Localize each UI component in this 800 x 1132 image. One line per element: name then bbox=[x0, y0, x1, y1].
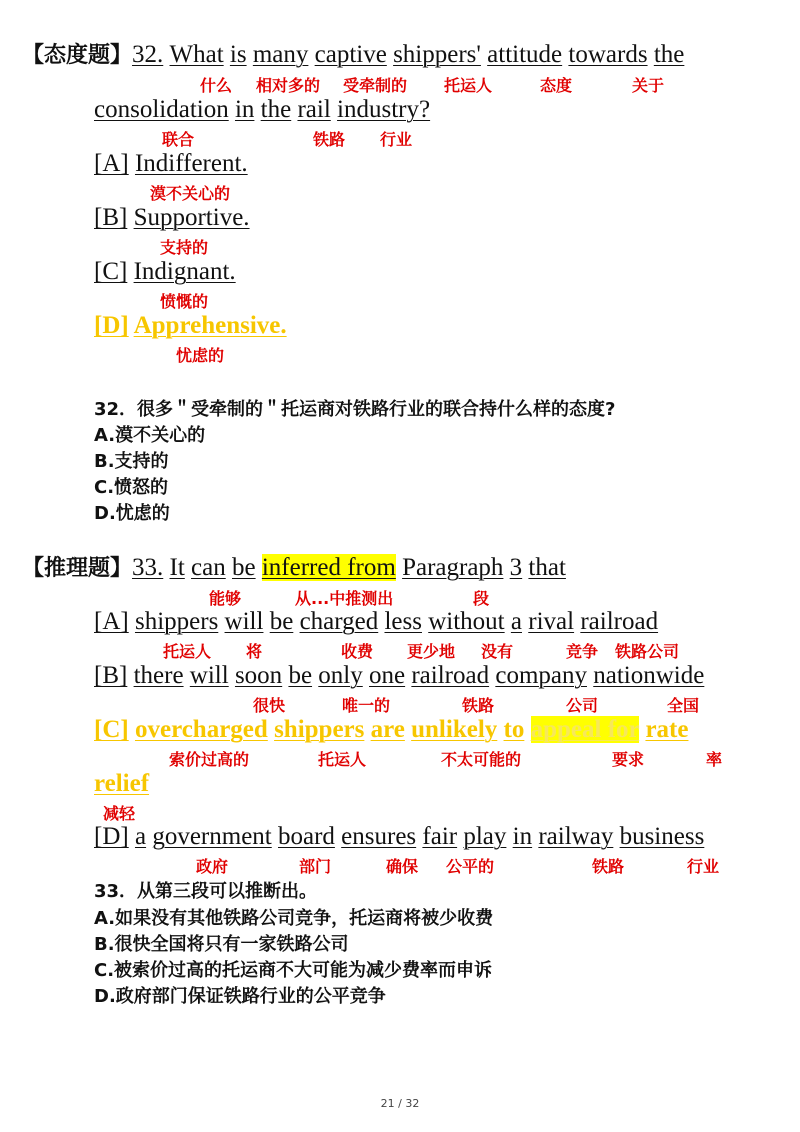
word: What bbox=[169, 41, 224, 68]
word: charged bbox=[299, 608, 379, 635]
word: are bbox=[370, 716, 405, 743]
word: shippers bbox=[134, 608, 219, 635]
word: in bbox=[512, 823, 533, 850]
gloss: 行业 bbox=[687, 857, 720, 876]
highlighted-phrase: appeal for bbox=[530, 716, 640, 743]
word: Paragraph bbox=[402, 554, 504, 581]
gloss: 愤慨的 bbox=[160, 292, 209, 311]
gloss: 关于 bbox=[632, 76, 665, 95]
option-label: [B] bbox=[94, 204, 128, 231]
word: unlikely bbox=[411, 716, 498, 743]
word: railway bbox=[538, 823, 614, 850]
option-label: [A] bbox=[94, 608, 129, 635]
translation-question-33: 33．从第三段可以推断出。 bbox=[94, 881, 318, 902]
word: captive bbox=[314, 41, 387, 68]
word: overcharged bbox=[134, 716, 268, 743]
word: business bbox=[619, 823, 705, 850]
word: the bbox=[653, 41, 685, 68]
word: is bbox=[229, 41, 247, 68]
question-number: 32. bbox=[132, 41, 164, 68]
option-32-c bbox=[94, 257, 236, 287]
word: railroad bbox=[411, 662, 490, 689]
word: be bbox=[269, 608, 294, 635]
gloss: 唯一的 bbox=[342, 696, 391, 715]
word: rail bbox=[297, 96, 331, 123]
gloss: 率 bbox=[706, 750, 723, 769]
word: shippers' bbox=[393, 41, 481, 68]
gloss: 政府 bbox=[196, 857, 229, 876]
gloss: 不太可能的 bbox=[441, 750, 522, 769]
option-label: [A] bbox=[94, 150, 129, 177]
translation-option: B.支持的 bbox=[94, 451, 169, 472]
translation-option: C.愤怒的 bbox=[94, 477, 169, 498]
translation-question-32: 32．很多＂受牵制的＂托运商对铁路行业的联合持什么样的态度? bbox=[94, 399, 616, 420]
word: only bbox=[318, 662, 363, 689]
option-33-d bbox=[94, 822, 704, 852]
gloss: 索价过高的 bbox=[169, 750, 250, 769]
option-label: [B] bbox=[94, 662, 128, 689]
word: one bbox=[369, 662, 406, 689]
question-type-tag: 【态度题】 bbox=[22, 43, 133, 68]
page-number: 21 / 32 bbox=[380, 1097, 420, 1110]
gloss: 从...中推测出 bbox=[295, 589, 394, 608]
word: consolidation bbox=[94, 96, 229, 123]
word: soon bbox=[234, 662, 283, 689]
gloss: 铁路 bbox=[462, 696, 495, 715]
word: be bbox=[288, 662, 313, 689]
gloss: 要求 bbox=[612, 750, 645, 769]
question-type-tag: 【推理题】 bbox=[22, 556, 133, 581]
gloss: 什么 bbox=[200, 76, 233, 95]
option-32-d-answer bbox=[94, 311, 287, 341]
word: It bbox=[169, 554, 185, 581]
word: will bbox=[189, 662, 229, 689]
option-text: Indifferent. bbox=[134, 150, 248, 177]
gloss: 公司 bbox=[566, 696, 599, 715]
word: ensures bbox=[341, 823, 417, 850]
word: there bbox=[133, 662, 184, 689]
gloss: 铁路 bbox=[313, 130, 346, 149]
gloss: 全国 bbox=[667, 696, 700, 715]
option-text: Supportive. bbox=[133, 204, 250, 231]
translation-option: B.很快全国将只有一家铁路公司 bbox=[94, 934, 349, 955]
gloss: 收费 bbox=[341, 642, 374, 661]
translation-option: D.政府部门保证铁路行业的公平竞争 bbox=[94, 986, 386, 1007]
question-33-stem bbox=[22, 553, 566, 584]
gloss: 铁路公司 bbox=[615, 642, 680, 661]
option-text: Indignant. bbox=[133, 258, 236, 285]
gloss: 段 bbox=[473, 589, 490, 608]
word: rate bbox=[645, 716, 689, 743]
translation-option: D.忧虑的 bbox=[94, 503, 170, 524]
gloss: 联合 bbox=[162, 130, 195, 149]
option-33-b bbox=[94, 661, 704, 691]
gloss: 能够 bbox=[209, 589, 242, 608]
highlighted-phrase: inferred from bbox=[261, 554, 396, 581]
gloss: 托运人 bbox=[163, 642, 212, 661]
gloss: 减轻 bbox=[103, 804, 136, 823]
option-label: [C] bbox=[94, 716, 129, 743]
gloss: 忧虑的 bbox=[176, 346, 225, 365]
gloss: 漠不关心的 bbox=[150, 184, 231, 203]
option-33-c-answer bbox=[94, 715, 688, 745]
option-text: Apprehensive. bbox=[133, 312, 287, 339]
word: railroad bbox=[580, 608, 659, 635]
word: play bbox=[463, 823, 507, 850]
word: company bbox=[495, 662, 587, 689]
word: board bbox=[278, 823, 335, 850]
gloss: 很快 bbox=[253, 696, 286, 715]
word: can bbox=[191, 554, 226, 581]
word: industry? bbox=[337, 96, 431, 123]
gloss: 确保 bbox=[386, 857, 419, 876]
gloss: 托运人 bbox=[318, 750, 367, 769]
gloss: 受牵制的 bbox=[343, 76, 408, 95]
gloss: 将 bbox=[246, 642, 263, 661]
gloss: 更少地 bbox=[407, 642, 456, 661]
translation-option: A.漠不关心的 bbox=[94, 425, 206, 446]
gloss: 公平的 bbox=[446, 857, 495, 876]
option-label: [D] bbox=[94, 823, 129, 850]
word: fair bbox=[422, 823, 458, 850]
word: many bbox=[252, 41, 309, 68]
question-number: 33. bbox=[132, 554, 164, 581]
word: a bbox=[134, 823, 147, 850]
gloss: 没有 bbox=[481, 642, 514, 661]
word: nationwide bbox=[593, 662, 705, 689]
question-32-line-2 bbox=[94, 95, 430, 125]
word: government bbox=[152, 823, 272, 850]
gloss: 铁路 bbox=[592, 857, 625, 876]
word: less bbox=[384, 608, 422, 635]
gloss: 支持的 bbox=[160, 238, 209, 257]
gloss: 态度 bbox=[540, 76, 573, 95]
option-33-c-continued bbox=[94, 769, 149, 799]
gloss: 托运人 bbox=[444, 76, 493, 95]
translation-option: A.如果没有其他铁路公司竞争，托运商将被少收费 bbox=[94, 908, 494, 929]
word: the bbox=[260, 96, 292, 123]
word: 3 bbox=[509, 554, 523, 581]
word: to bbox=[503, 716, 525, 743]
word: attitude bbox=[487, 41, 563, 68]
gloss: 行业 bbox=[380, 130, 413, 149]
gloss: 竞争 bbox=[566, 642, 599, 661]
word: be bbox=[232, 554, 256, 581]
option-32-b bbox=[94, 203, 250, 233]
option-label: [C] bbox=[94, 258, 128, 285]
question-32-line-1 bbox=[22, 40, 684, 71]
word: shippers bbox=[274, 716, 365, 743]
gloss: 相对多的 bbox=[256, 76, 321, 95]
word: relief bbox=[94, 770, 150, 797]
translation-option: C.被索价过高的托运商不大可能为减少费率而申诉 bbox=[94, 960, 493, 981]
word: will bbox=[224, 608, 264, 635]
word: in bbox=[234, 96, 255, 123]
word: without bbox=[428, 608, 505, 635]
option-32-a bbox=[94, 149, 248, 179]
word: towards bbox=[568, 41, 648, 68]
word: rival bbox=[528, 608, 575, 635]
gloss: 部门 bbox=[299, 857, 332, 876]
word: a bbox=[510, 608, 522, 635]
option-label: [D] bbox=[94, 312, 129, 339]
word: that bbox=[528, 554, 566, 581]
option-33-a bbox=[94, 607, 658, 637]
